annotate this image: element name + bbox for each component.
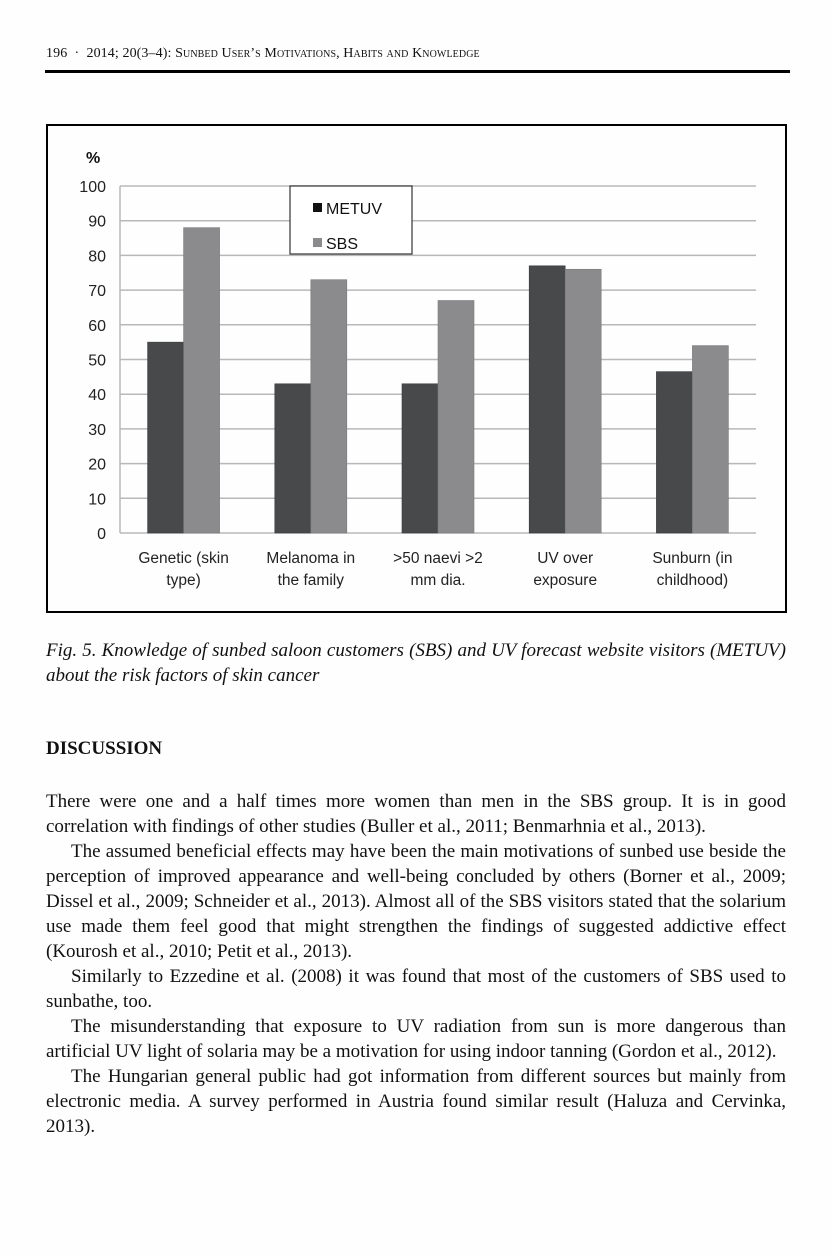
x-tick-label: the family bbox=[277, 572, 344, 589]
y-tick-label: 100 bbox=[79, 179, 106, 196]
paragraph: The misunderstanding that exposure to UV radiation from sun is more dangerous than artificial UV light of solaria may be a motivation for using indoor tanning (Gordon et al., 2012). bbox=[46, 1016, 786, 1062]
x-tick-label: type) bbox=[166, 572, 201, 589]
figure-frame bbox=[46, 124, 787, 613]
bar-metuv bbox=[656, 372, 692, 533]
y-tick-label: 0 bbox=[97, 526, 106, 543]
x-tick-label: >50 naevi >2 bbox=[393, 550, 483, 567]
bar-chart bbox=[48, 126, 785, 611]
bar-sbs bbox=[692, 346, 728, 533]
y-tick-label: 80 bbox=[88, 248, 106, 266]
x-tick-label: exposure bbox=[533, 572, 598, 589]
bar-metuv bbox=[148, 342, 184, 533]
bar-metuv bbox=[402, 384, 438, 533]
legend-swatch-metuv bbox=[313, 203, 322, 212]
y-tick-label: 30 bbox=[88, 421, 106, 439]
bar-metuv bbox=[529, 266, 565, 533]
y-tick-label: 90 bbox=[88, 213, 106, 231]
x-tick-label: childhood) bbox=[656, 572, 729, 589]
bar-sbs bbox=[438, 301, 474, 533]
header-rule bbox=[45, 70, 790, 73]
bar-sbs bbox=[311, 280, 347, 533]
x-tick-label: Melanoma in bbox=[266, 550, 356, 567]
paragraph: Similarly to Ezzedine et al. (2008) it was found that most of the customers of SBS used to sunbathe, too. bbox=[46, 966, 786, 1012]
legend-label-sbs: SBS bbox=[326, 236, 359, 253]
page-number: 196 bbox=[46, 46, 68, 61]
y-tick-label: 70 bbox=[88, 283, 106, 301]
legend-label-metuv: METUV bbox=[326, 201, 382, 218]
y-axis-label: % bbox=[86, 150, 101, 167]
y-tick-label: 10 bbox=[88, 491, 106, 509]
paragraph: There were one and a half times more women than men in the SBS group. It is in good correlation with findings of other studies (Buller et al., 2011; Benmarhnia et al., 2013). bbox=[46, 791, 786, 837]
running-header bbox=[46, 46, 480, 62]
y-tick-label: 20 bbox=[88, 456, 106, 474]
x-tick-label: mm dia. bbox=[410, 572, 466, 589]
header-separator: · bbox=[74, 46, 80, 61]
paragraph: The assumed beneficial effects may have been the main motivations of sunbed use beside the perception of improved appearance and well-being concluded by others (Borner et al., 2009; Dissel et al., 2009; Schneider et al., 2013). Almost all of the SBS visitors stated that the solarium use made them feel good that might strengthen the findings of suggested addictive effect (Kourosh et al., 2010; Petit et al., 2013). bbox=[46, 841, 786, 962]
x-tick-label: Genetic (skin bbox=[138, 550, 229, 567]
legend-swatch-sbs bbox=[313, 238, 322, 247]
x-tick-label: UV over bbox=[537, 550, 594, 567]
journal-citation: 2014; 20(3–4): bbox=[86, 46, 172, 61]
body-text bbox=[46, 789, 786, 1139]
running-title: Sunbed User’s Motivations, Habits and Knowledge bbox=[175, 46, 480, 61]
bar-sbs bbox=[565, 269, 601, 533]
section-heading: DISCUSSION bbox=[46, 738, 163, 759]
figure-caption: Fig. 5. Knowledge of sunbed saloon customers (SBS) and UV forecast website visitors (METUV) about the risk factors of skin cancer bbox=[46, 640, 786, 686]
x-tick-label: Sunburn (in bbox=[652, 550, 733, 567]
bar-metuv bbox=[275, 384, 311, 533]
bar-sbs bbox=[184, 228, 220, 533]
y-tick-label: 50 bbox=[88, 352, 106, 370]
paragraph: The Hungarian general public had got information from different sources but mainly from electronic media. A survey performed in Austria found similar result (Haluza and Cervinka, 2013). bbox=[46, 1066, 786, 1137]
y-tick-label: 40 bbox=[88, 387, 106, 405]
y-tick-label: 60 bbox=[88, 317, 106, 335]
